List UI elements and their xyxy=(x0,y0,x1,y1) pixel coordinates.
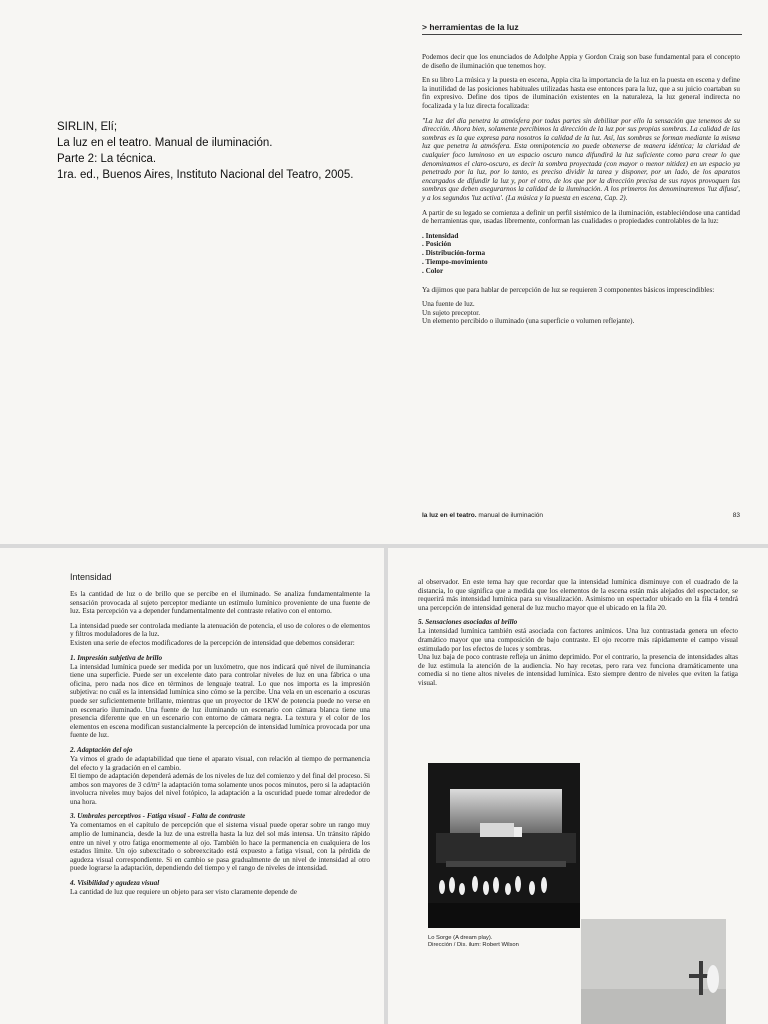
stage-photo-secondary xyxy=(581,919,726,1024)
paragraph: Ya dijimos que para hablar de percepción de luz se requieren 3 componentes básicos imprescindibles: xyxy=(422,285,715,294)
citation-title: La luz en el teatro. Manual de iluminación. xyxy=(57,137,273,149)
page-body xyxy=(422,53,740,326)
caption-title: Lo Sorge (A dream play). xyxy=(428,935,493,941)
paragraph: A partir de su legado se comienza a definir un perfil sistémico de la iluminación, estableciéndose una cantidad de herramientas que, usadas libremente, conforman las cualidades o propiedades controlables de la luz: xyxy=(422,208,740,226)
page-herramientas xyxy=(384,0,768,544)
stage-photo-secondary-drawing xyxy=(581,919,726,1024)
light-properties-list xyxy=(422,232,740,276)
bibliographic-citation xyxy=(57,119,377,183)
page-footer xyxy=(422,512,740,519)
paragraph: El tiempo de adaptación dependerá además de los niveles de luz del comienzo y del final del proceso. Si ambos son mayores de 3 cd/m² la adaptación toma solamente unos pocos minutos, pero si la adaptación involucra niveles muy bajos del nivel fotópico, la adaptación a la oscuridad puede tomar alrededor de una hora. xyxy=(70,772,370,806)
quote-block: "La luz del día penetra la atmósfera por todas partes sin debilitar por ello la sensación que tenemos de su dirección. Ahora bien, solamente percibimos la dirección de la luz por sus propias sombras. La calidad de las sombras es la que expresa para nosotros la calidad de la luz. Así, las sombras se forman mediante la misma luz que penetra la atmósfera. Esta omnipotencia no puede obtenerse de manera idéntica; la claridad de cualquier foco luminoso en un espacio oscuro nunca difundirá la luz suficiente como para crear lo que denominamos el claro-oscuro, es decir la sombra proyectada (con mayor o menor nitidez) en un espacio ya penetrado por la luz, por lo tanto, es preciso dividir la tarea y disponer, por un lado, de los aparatos encargados de difundir la luz y, por el otro, de los que por la dirección precisa de sus rayos provoquen las sombras que deben asegurarnos la calidad de la iluminación. A los primeros los denominaremos 'luz difusa', y a los segundos 'luz activa'. (La música y la puesta en escena, Cap. 2). xyxy=(422,116,740,202)
list-item: Una fuente de luz. xyxy=(422,300,475,309)
citation-page xyxy=(0,0,384,544)
list-item: Un sujeto preceptor. xyxy=(422,308,481,317)
list-item: . Intensidad xyxy=(422,231,459,240)
footer-book-title: la luz en el teatro. xyxy=(422,512,477,519)
paragraph: En su libro La música y la puesta en escena, Appia cita la importancia de la luz en la puesta en escena y define la inutilidad de las posiciones habituales utilizadas hasta ese entonces para la luz, que a su juicio coartaban su fin expresivo. Define dos tipos de iluminación existentes en la naturaleza, la luz general indirecta no focalizada y la luz directa focalizada: xyxy=(422,76,740,110)
subheading: 4. Visibilidad y agudeza visual xyxy=(70,879,160,888)
subheading: 5. Sensaciones asociadas al brillo xyxy=(418,618,518,627)
citation-publisher: 1ra. ed., Buenos Aires, Instituto Nacional del Teatro, 2005. xyxy=(57,169,354,181)
paragraph: al observador. En este tema hay que recordar que la intensidad lumínica disminuye con el cuadrado de la distancia, lo que significa que a medida que los elementos de la escena están más alejados del espectador, se requerirá más intensidad lumínica para su visualización. Asimismo un espectador ubicado en la fila 4 tendrá una percepción de intensidad general de luz mucho mayor que el ubicado en la fila 20. xyxy=(418,578,738,612)
section-header: > herramientas de la luz xyxy=(422,22,742,35)
paragraph: Existen una serie de efectos modificadores de la percepción de intensidad que debemos considerar: xyxy=(70,638,355,647)
citation-author: SIRLIN, Elí; xyxy=(57,121,118,133)
paragraph: La intensidad lumínica puede ser medida por un luxómetro, que nos indicará qué nivel de iluminancia tiene una superficie. Puede ser un excelente dato para controlar niveles de luz en una fábrica o una oficina, pero nada nos dice en términos de lenguaje teatral. Lo que nos importa es la impresión subjetiva: no cuál es la intensidad lumínica sino cómo se la percibe. Una vela en un escenario a oscuras puede ser suficientemente brillante, mientras que un proyector de 1KW de potencia puede no verse en un escenario iluminado. Una fuente de luz iluminando un escenario con cámara blanca tiene una presencia diferente que en un escenario con entorno de cámara negra. La textura y el color de los elementos en escena modifican sustancialmente la percepción de intensidad lumínica provocada por una fuente de luz. xyxy=(70,662,370,740)
stage-photo xyxy=(428,763,580,928)
page-body xyxy=(70,572,370,903)
page-intensidad xyxy=(0,548,384,1024)
paragraph: Una luz baja de poco contraste refleja un ánimo deprimido. Por el contrario, la presencia de intensidades altas de luz estimula la atención de la audiencia. No hay recetas, pero rara vez funciona dramáticamente una comedia si no tiene altos niveles de intensidad lumínica. Esto siempre dentro de niveles que eviten la fatiga visual. xyxy=(418,653,738,687)
citation-part: Parte 2: La técnica. xyxy=(57,153,157,165)
paragraph: La intensidad lumínica también está asociada con factores anímicos. Una luz contrastada genera un efecto dramático mayor que una composición de bajo contraste. El ojo recorre más rápidamente el campo visual estimulado por los efectos de luces y sombras. xyxy=(418,627,738,653)
list-item: . Color xyxy=(422,266,444,275)
list-item: Un elemento percibido o iluminado (una superficie o volumen reflejante). xyxy=(422,317,635,326)
page-number: 83 xyxy=(732,512,740,519)
list-item: . Distribución-forma xyxy=(422,249,486,258)
subheading: 2. Adaptación del ojo xyxy=(70,745,133,754)
list-item: . Tiempo-movimiento xyxy=(422,258,488,267)
photo-caption xyxy=(428,935,578,949)
paragraph: La cantidad de luz que requiere un objeto para ser visto claramente depende de xyxy=(70,888,297,897)
stage-photo-drawing xyxy=(428,763,580,928)
paragraph: Es la cantidad de luz o de brillo que se percibe en el iluminado. Se analiza fundamentalmente la sensación provocada al sujeto perceptor mediante un estímulo lumínico proveniente de una fuente de luz. Esta percepción va a depender fundamentalmente del contraste relativo con el entorno. xyxy=(70,590,370,616)
page-intensidad-continued xyxy=(388,548,768,1024)
paragraph: Podemos decir que los enunciados de Adolphe Appia y Gordon Craig son base fundamental para el concepto de diseño de iluminación que tenemos hoy. xyxy=(422,53,740,70)
components-list xyxy=(422,300,740,326)
paragraph: Ya comentamos en el capítulo de percepción que el sistema visual puede operar sobre un rango muy amplio de luminancia, desde la luz de una estrella hasta la luz del sol más intensa. Un tránsito rápido entre un nivel y otro fatiga enormemente al ojo. También lo hace la permanencia en cualquiera de los estados límite. Un ojo subexcitado o sobreexcitado está expuesto a fatiga visual, con la pérdida de agudeza visual correspondiente. Si en cambio se pasa gradualmente de un nivel de intensidad al otro puede lograrse la adaptación, dependiendo del tiempo y el rango de niveles de intensidad. xyxy=(70,821,370,873)
paragraph: Ya vimos el grado de adaptabilidad que tiene el aparato visual, con relación al tiempo de permanencia del efecto y la gradación en el cambio. xyxy=(70,754,370,772)
page-body xyxy=(418,578,738,694)
subheading: 3. Umbrales perceptivos - Fatiga visual - Falta de contraste xyxy=(70,812,246,821)
subheading: 1. Impresión subjetiva de brillo xyxy=(70,653,163,662)
paragraph: La intensidad puede ser controlada mediante la atenuación de potencia, el uso de colores o de elementos y filtros moduladores de la luz. xyxy=(70,621,370,639)
footer-subtitle: manual de iluminación xyxy=(476,512,544,519)
list-item: . Posición xyxy=(422,240,452,249)
caption-credit: Dirección / Dis. ilum: Robert Wilson xyxy=(428,942,519,948)
section-title: Intensidad xyxy=(70,572,112,582)
